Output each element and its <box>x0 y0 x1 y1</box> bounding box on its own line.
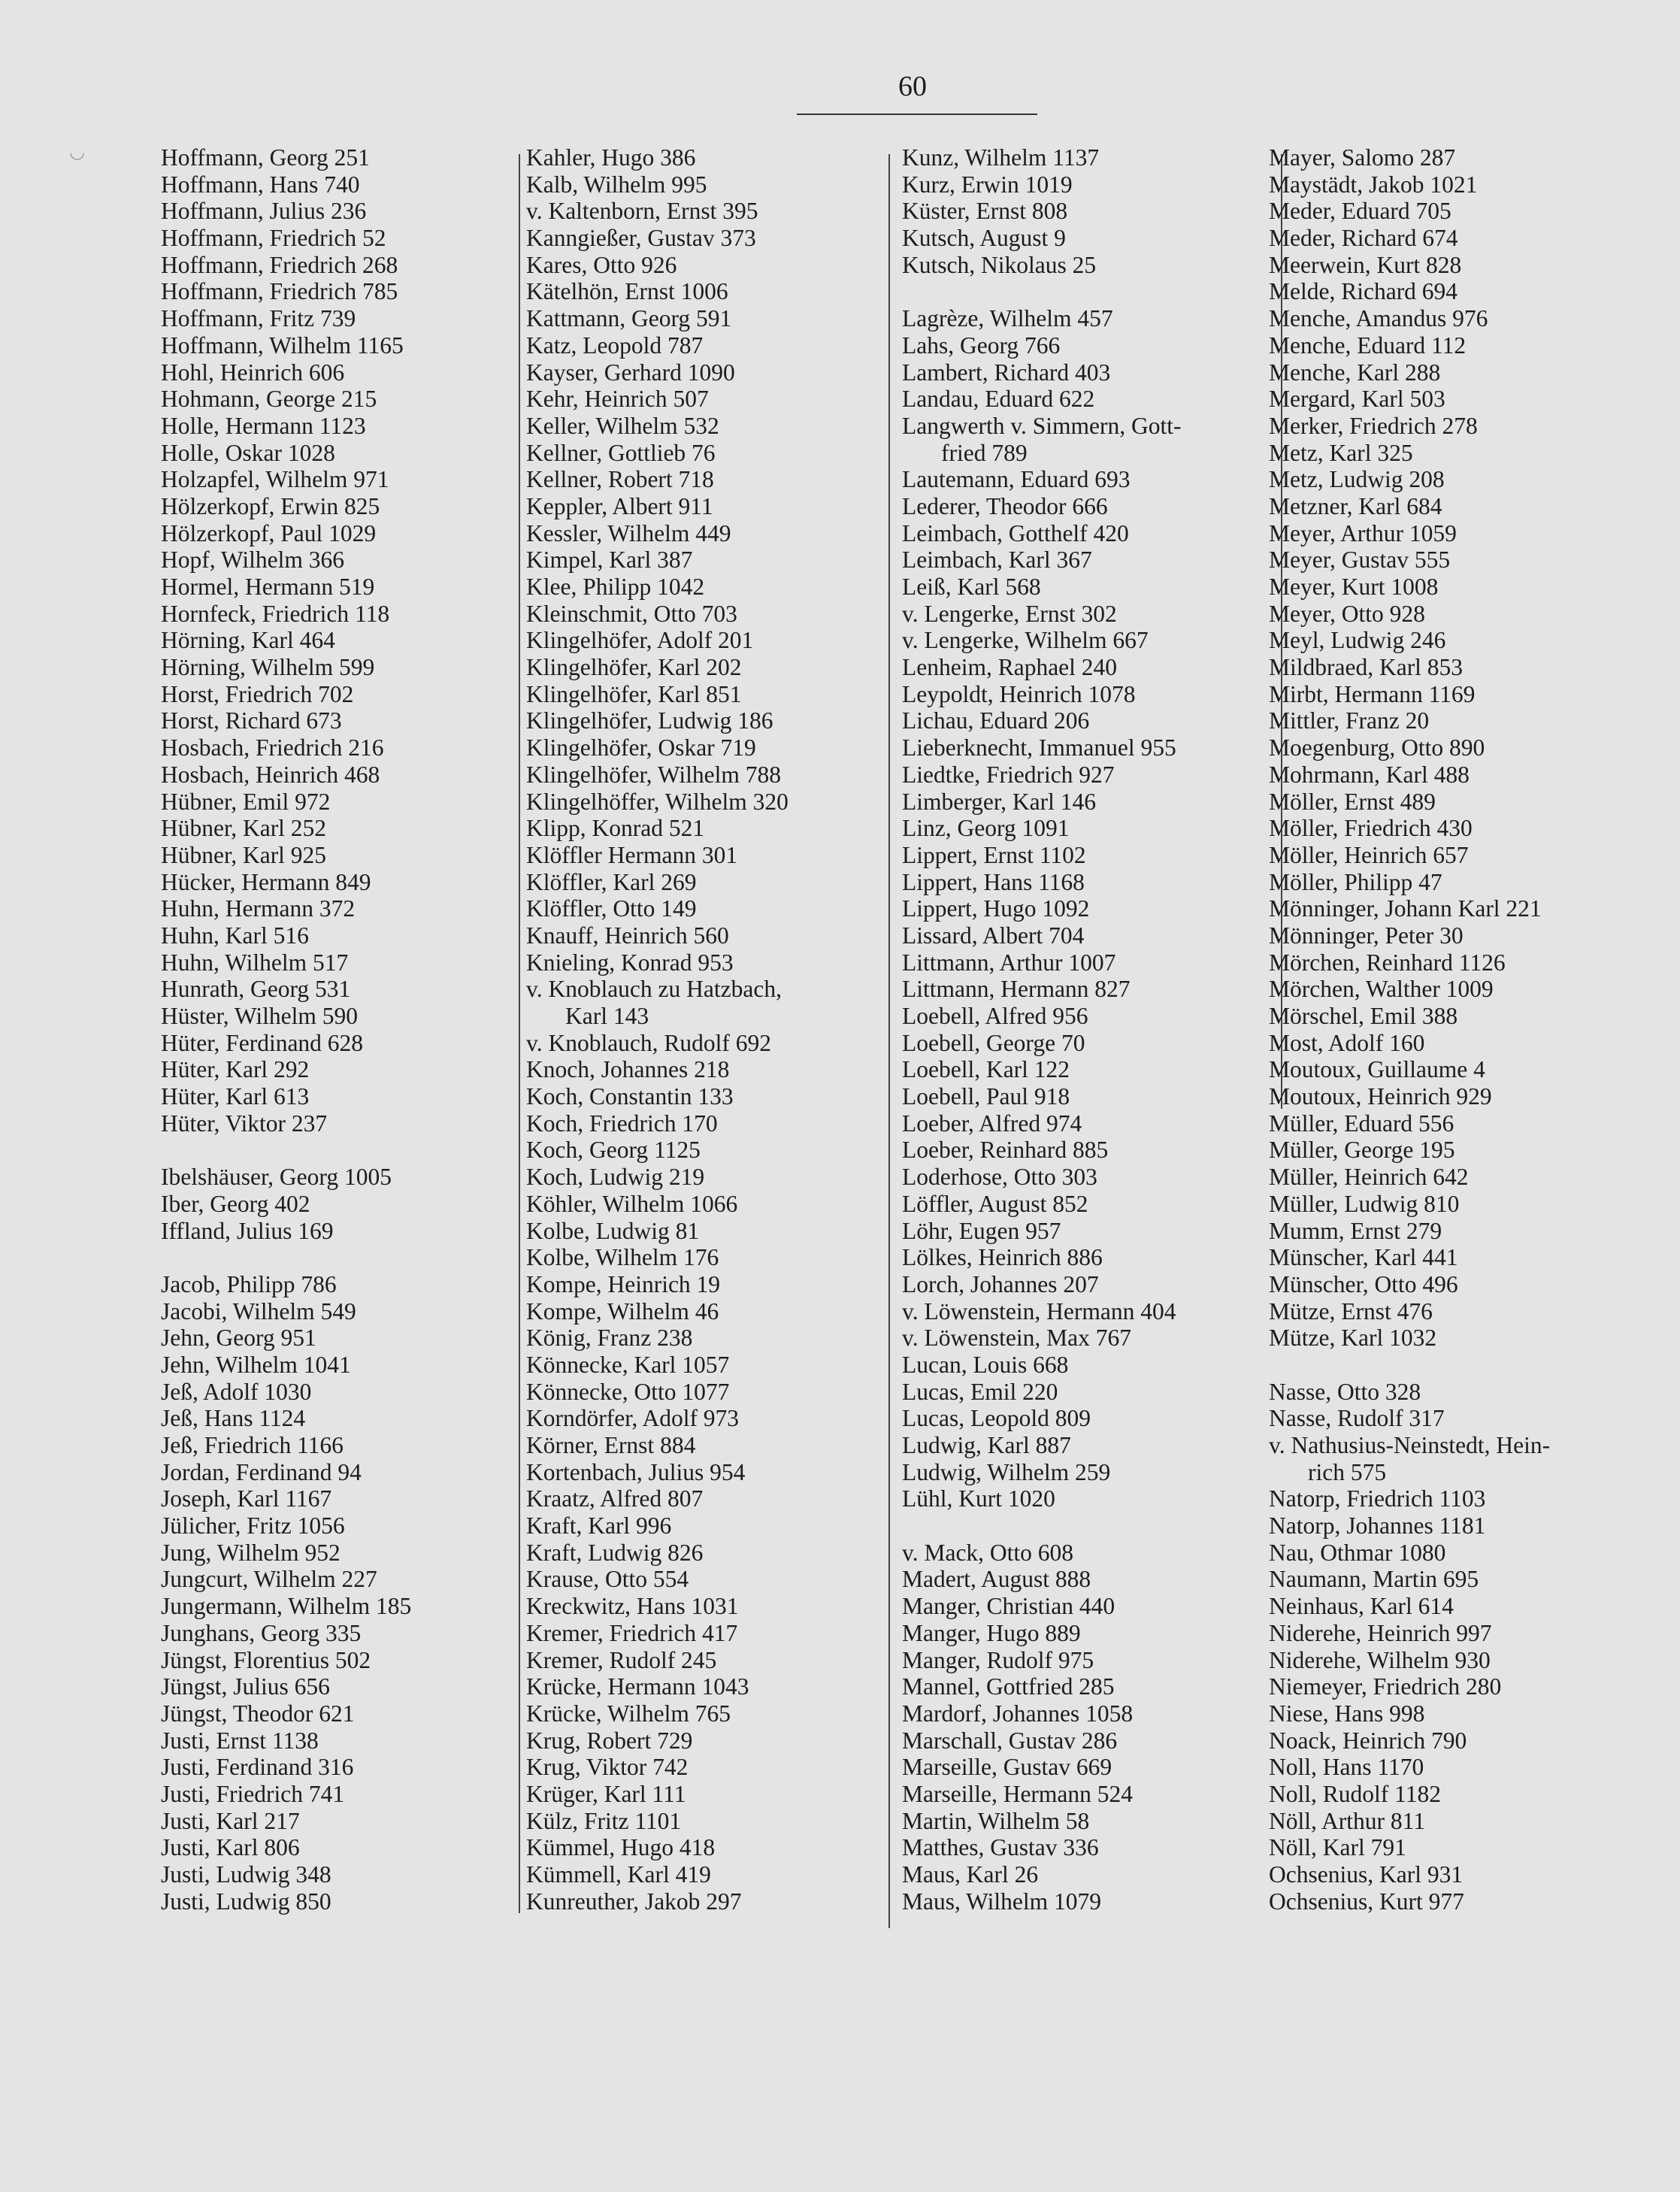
directory-entry: Moutoux, Guillaume 4 <box>1269 1056 1485 1083</box>
directory-entry: Maus, Karl 26 <box>902 1861 1039 1888</box>
directory-entry: Lucas, Emil 220 <box>902 1378 1058 1405</box>
directory-entry: Leypoldt, Heinrich 1078 <box>902 680 1136 707</box>
directory-entry: Kimpel, Karl 387 <box>526 546 693 574</box>
directory-entry: Kleinschmit, Otto 703 <box>526 600 737 627</box>
directory-entry: Müller, Eduard 556 <box>1269 1110 1454 1137</box>
directory-entry: Hörning, Karl 464 <box>161 627 335 654</box>
directory-entry: Müller, Ludwig 810 <box>1269 1190 1460 1217</box>
directory-entry: Hoffmann, Friedrich 785 <box>161 278 398 305</box>
directory-entry: Jeß, Friedrich 1166 <box>161 1432 344 1458</box>
directory-entry: Hüster, Wilhelm 590 <box>161 1003 358 1029</box>
directory-entry: Kellner, Robert 718 <box>526 466 714 493</box>
directory-entry: Klingelhöfer, Karl 851 <box>526 680 742 707</box>
directory-entry: Keppler, Albert 911 <box>526 492 713 519</box>
directory-entry: v. Löwenstein, Hermann 404 <box>902 1297 1176 1325</box>
directory-entry: Koch, Ludwig 219 <box>526 1164 705 1191</box>
directory-entry: Mittler, Franz 20 <box>1269 707 1430 734</box>
directory-entry: Hübner, Emil 972 <box>161 788 331 815</box>
directory-entry: Krug, Robert 729 <box>526 1727 693 1754</box>
directory-entry: Hoffmann, Georg 251 <box>161 144 370 171</box>
section-gap <box>902 278 1263 305</box>
directory-entry: Lagrèze, Wilhelm 457 <box>902 305 1113 332</box>
directory-entry: Kümmel, Hugo 418 <box>526 1834 716 1861</box>
directory-entry: Meyer, Otto 928 <box>1269 600 1425 627</box>
directory-entry: Hübner, Karl 925 <box>161 841 327 868</box>
page-number: 60 <box>898 71 927 102</box>
directory-entry: rich 575 <box>1308 1458 1387 1485</box>
directory-entry: Klöffler Hermann 301 <box>526 841 738 868</box>
directory-entry: Natorp, Johannes 1181 <box>1269 1512 1486 1540</box>
directory-entry: Leimbach, Karl 367 <box>902 546 1092 574</box>
directory-entry: Hunrath, Georg 531 <box>161 976 351 1003</box>
directory-entry: Hoffmann, Friedrich 52 <box>161 225 386 252</box>
directory-entry: Nöll, Karl 791 <box>1269 1834 1406 1861</box>
directory-entry: Merker, Friedrich 278 <box>1269 412 1478 439</box>
directory-entry: Klingelhöfer, Wilhelm 788 <box>526 761 781 788</box>
directory-entry: Könnecke, Karl 1057 <box>526 1351 730 1378</box>
directory-entry: Mönninger, Johann Karl 221 <box>1269 895 1542 922</box>
directory-entry: Jehn, Georg 951 <box>161 1325 316 1352</box>
directory-entry: Klöffler, Otto 149 <box>526 895 697 922</box>
directory-entry: Ludwig, Karl 887 <box>902 1432 1071 1458</box>
directory-entry: Klingelhöffer, Wilhelm 320 <box>526 788 789 815</box>
directory-entry: Justi, Karl 217 <box>161 1807 300 1834</box>
directory-entry: Münscher, Karl 441 <box>1269 1244 1458 1271</box>
directory-entry: Kümmell, Karl 419 <box>526 1861 711 1888</box>
directory-entry: Koch, Friedrich 170 <box>526 1110 718 1137</box>
directory-entry: v. Löwenstein, Max 767 <box>902 1325 1132 1352</box>
section-gap <box>1269 1352 1645 1379</box>
directory-entry: Lölkes, Heinrich 886 <box>902 1244 1103 1271</box>
directory-entry: Neinhaus, Karl 614 <box>1269 1593 1454 1620</box>
directory-entry: Kunreuther, Jakob 297 <box>526 1888 742 1915</box>
directory-entry: v. Nathusius-Neinstedt, Hein- <box>1269 1432 1551 1458</box>
directory-entry: Kayser, Gerhard 1090 <box>526 359 735 386</box>
directory-entry: Lambert, Richard 403 <box>902 359 1111 386</box>
directory-entry: Löffler, August 852 <box>902 1190 1088 1217</box>
directory-entry: Mohrmann, Karl 488 <box>1269 761 1470 788</box>
directory-entry: Krug, Viktor 742 <box>526 1754 689 1781</box>
directory-entry: Madert, August 888 <box>902 1566 1091 1593</box>
directory-entry: Kurz, Erwin 1019 <box>902 171 1073 198</box>
directory-entry: Klingelhöfer, Karl 202 <box>526 654 742 681</box>
directory-entry: Loderhose, Otto 303 <box>902 1164 1097 1191</box>
directory-entry: Martin, Wilhelm 58 <box>902 1807 1090 1834</box>
directory-entry: Klingelhöfer, Ludwig 186 <box>526 707 773 734</box>
directory-entry: Münscher, Otto 496 <box>1269 1270 1458 1297</box>
directory-entry: Nasse, Rudolf 317 <box>1269 1405 1445 1432</box>
directory-entry: Holle, Hermann 1123 <box>161 412 366 439</box>
directory-entry: Loeber, Reinhard 885 <box>902 1137 1109 1164</box>
directory-entry: Mörchen, Walther 1009 <box>1269 976 1494 1003</box>
directory-entry: Manger, Hugo 889 <box>902 1619 1081 1646</box>
directory-entry: Meyer, Gustav 555 <box>1269 546 1451 574</box>
directory-entry: Langwerth v. Simmern, Gott- <box>902 412 1182 439</box>
directory-entry: Marschall, Gustav 286 <box>902 1727 1118 1754</box>
directory-entry: Mumm, Ernst 279 <box>1269 1217 1442 1244</box>
directory-entry: Hormel, Hermann 519 <box>161 574 375 600</box>
directory-entry: Möller, Ernst 489 <box>1269 788 1436 815</box>
directory-entry: Lucan, Louis 668 <box>902 1351 1069 1378</box>
section-gap <box>161 1244 507 1271</box>
directory-entry: Iffland, Julius 169 <box>161 1217 334 1244</box>
directory-entry: Hübner, Karl 252 <box>161 815 327 842</box>
directory-entry: Hörning, Wilhelm 599 <box>161 654 375 681</box>
directory-entry: Noack, Heinrich 790 <box>1269 1727 1467 1754</box>
directory-entry: Mildbraed, Karl 853 <box>1269 654 1464 681</box>
directory-entry: Hölzerkopf, Erwin 825 <box>161 492 380 519</box>
directory-entry: Külz, Fritz 1101 <box>526 1807 682 1834</box>
directory-entry: Krause, Otto 554 <box>526 1566 689 1593</box>
directory-entry: Littmann, Arthur 1007 <box>902 949 1116 976</box>
directory-entry: Lahs, Georg 766 <box>902 332 1061 359</box>
margin-mark: ◡ <box>69 141 85 162</box>
directory-entry: Loeber, Alfred 974 <box>902 1110 1082 1137</box>
directory-entry: Köhler, Wilhelm 1066 <box>526 1190 738 1217</box>
directory-entry: Koch, Georg 1125 <box>526 1137 701 1164</box>
directory-entry: Jungcurt, Wilhelm 227 <box>161 1566 377 1593</box>
directory-entry: Naumann, Martin 695 <box>1269 1566 1479 1593</box>
directory-entry: Niemeyer, Friedrich 280 <box>1269 1673 1502 1700</box>
directory-entry: Hohmann, George 215 <box>161 386 377 413</box>
directory-entry: Liedtke, Friedrich 927 <box>902 761 1115 788</box>
directory-entry: Kolbe, Wilhelm 176 <box>526 1244 719 1271</box>
directory-entry: Marseille, Hermann 524 <box>902 1780 1134 1807</box>
directory-entry: Loebell, Karl 122 <box>902 1056 1070 1083</box>
directory-entry: Meder, Eduard 705 <box>1269 198 1451 225</box>
directory-entry: Lucas, Leopold 809 <box>902 1405 1091 1432</box>
directory-entry: Lippert, Ernst 1102 <box>902 841 1086 868</box>
directory-entry: Lautemann, Eduard 693 <box>902 466 1131 493</box>
column-4 <box>1269 144 1645 1915</box>
directory-entry: Iber, Georg 402 <box>161 1190 310 1217</box>
directory-entry: Justi, Ludwig 348 <box>161 1861 331 1888</box>
directory-entry: Justi, Karl 806 <box>161 1834 300 1861</box>
directory-entry: Klöffler, Karl 269 <box>526 868 697 895</box>
directory-entry: Kellner, Gottlieb 76 <box>526 439 716 466</box>
directory-entry: Kalb, Wilhelm 995 <box>526 171 707 198</box>
section-gap <box>902 1512 1263 1540</box>
directory-entry: Ochsenius, Karl 931 <box>1269 1861 1464 1888</box>
directory-entry: Jüngst, Theodor 621 <box>161 1700 355 1727</box>
directory-entry: Hornfeck, Friedrich 118 <box>161 600 390 627</box>
directory-entry: Müller, George 195 <box>1269 1137 1455 1164</box>
directory-entry: Noll, Hans 1170 <box>1269 1754 1424 1781</box>
directory-entry: Justi, Ludwig 850 <box>161 1888 331 1915</box>
directory-entry: Kessler, Wilhelm 449 <box>526 519 731 546</box>
directory-entry: Kreckwitz, Hans 1031 <box>526 1593 739 1620</box>
directory-entry: Natorp, Friedrich 1103 <box>1269 1485 1486 1512</box>
directory-entry: Klingelhöfer, Adolf 201 <box>526 627 754 654</box>
directory-entry: Korndörfer, Adolf 973 <box>526 1405 740 1432</box>
directory-entry: Koch, Constantin 133 <box>526 1083 734 1110</box>
directory-entry: Kehr, Heinrich 507 <box>526 386 709 413</box>
directory-entry: Meyer, Arthur 1059 <box>1269 519 1457 546</box>
directory-entry: Könnecke, Otto 1077 <box>526 1378 730 1405</box>
directory-entry: Kraft, Ludwig 826 <box>526 1539 704 1566</box>
directory-entry: Kraft, Karl 996 <box>526 1512 672 1540</box>
directory-entry: Kolbe, Ludwig 81 <box>526 1217 700 1244</box>
directory-entry: Nöll, Arthur 811 <box>1269 1807 1425 1834</box>
directory-entry: Jülicher, Fritz 1056 <box>161 1512 345 1540</box>
directory-entry: Meyl, Ludwig 246 <box>1269 627 1446 654</box>
directory-entry: Jeß, Adolf 1030 <box>161 1378 312 1405</box>
directory-entry: Löhr, Eugen 957 <box>902 1217 1061 1244</box>
directory-entry: Hüter, Karl 292 <box>161 1056 310 1083</box>
directory-entry: Kremer, Friedrich 417 <box>526 1619 738 1646</box>
directory-entry: Hoffmann, Julius 236 <box>161 198 367 225</box>
directory-entry: Mirbt, Hermann 1169 <box>1269 680 1476 707</box>
directory-entry: Kätelhön, Ernst 1006 <box>526 278 728 305</box>
directory-entry: Jehn, Wilhelm 1041 <box>161 1351 351 1378</box>
directory-entry: Lissard, Albert 704 <box>902 922 1085 949</box>
directory-entry: Loebell, Alfred 956 <box>902 1003 1088 1029</box>
directory-entry: Jacobi, Wilhelm 549 <box>161 1297 356 1325</box>
section-gap <box>161 1137 507 1164</box>
directory-entry: Karl 143 <box>565 1003 649 1029</box>
directory-entry: Lieberknecht, Immanuel 955 <box>902 734 1176 761</box>
directory-entry: v. Lengerke, Wilhelm 667 <box>902 627 1149 654</box>
directory-entry: v. Kaltenborn, Ernst 395 <box>526 198 758 225</box>
directory-entry: Jungermann, Wilhelm 185 <box>161 1593 412 1620</box>
directory-entry: Kompe, Heinrich 19 <box>526 1270 721 1297</box>
directory-entry: Mannel, Gottfried 285 <box>902 1673 1115 1700</box>
directory-entry: Lenheim, Raphael 240 <box>902 654 1118 681</box>
directory-entry: Huhn, Wilhelm 517 <box>161 949 349 976</box>
directory-entry: Knieling, Konrad 953 <box>526 949 734 976</box>
column-separator-2 <box>888 154 890 1928</box>
directory-entry: Manger, Christian 440 <box>902 1593 1115 1620</box>
directory-entry: Niderehe, Wilhelm 930 <box>1269 1646 1491 1673</box>
directory-entry: Hüter, Viktor 237 <box>161 1110 328 1137</box>
column-1 <box>161 144 507 1915</box>
directory-entry: Mardorf, Johannes 1058 <box>902 1700 1134 1727</box>
directory-entry: König, Franz 238 <box>526 1325 693 1352</box>
directory-entry: Justi, Ernst 1138 <box>161 1727 319 1754</box>
directory-entry: Mörchen, Reinhard 1126 <box>1269 949 1506 976</box>
directory-entry: Lippert, Hans 1168 <box>902 868 1085 895</box>
directory-entry: Mönninger, Peter 30 <box>1269 922 1464 949</box>
directory-entry: Mörschel, Emil 388 <box>1269 1003 1458 1029</box>
directory-entry: Krücke, Hermann 1043 <box>526 1673 749 1700</box>
directory-entry: Kares, Otto 926 <box>526 251 677 278</box>
directory-entry: Körner, Ernst 884 <box>526 1432 696 1458</box>
directory-entry: Menche, Amandus 976 <box>1269 305 1488 332</box>
directory-entry: Möller, Friedrich 430 <box>1269 815 1473 842</box>
column-3 <box>902 144 1263 1915</box>
directory-entry: Mütze, Ernst 476 <box>1269 1297 1433 1325</box>
directory-entry: Meder, Richard 674 <box>1269 225 1458 252</box>
directory-entry: Krüger, Karl 111 <box>526 1780 686 1807</box>
directory-entry: Meerwein, Kurt 828 <box>1269 251 1462 278</box>
directory-entry: Loebell, George 70 <box>902 1029 1085 1056</box>
directory-entry: v. Knoblauch, Rudolf 692 <box>526 1029 772 1056</box>
directory-entry: Ludwig, Wilhelm 259 <box>902 1458 1111 1485</box>
directory-entry: Küster, Ernst 808 <box>902 198 1068 225</box>
directory-entry: Moutoux, Heinrich 929 <box>1269 1083 1492 1110</box>
directory-entry: Matthes, Gustav 336 <box>902 1834 1099 1861</box>
directory-entry: Hoffmann, Friedrich 268 <box>161 251 398 278</box>
directory-entry: Hosbach, Friedrich 216 <box>161 734 384 761</box>
directory-entry: Joseph, Karl 1167 <box>161 1485 332 1512</box>
directory-entry: Holle, Oskar 1028 <box>161 439 335 466</box>
directory-entry: Metz, Karl 325 <box>1269 439 1413 466</box>
directory-entry: Metz, Ludwig 208 <box>1269 466 1445 493</box>
directory-entry: v. Knoblauch zu Hatzbach, <box>526 976 782 1003</box>
directory-entry: Lippert, Hugo 1092 <box>902 895 1090 922</box>
directory-entry: Limberger, Karl 146 <box>902 788 1096 815</box>
directory-entry: Huhn, Hermann 372 <box>161 895 356 922</box>
directory-entry: Niese, Hans 998 <box>1269 1700 1425 1727</box>
directory-entry: Lederer, Theodor 666 <box>902 492 1108 519</box>
directory-entry: Jung, Wilhelm 952 <box>161 1539 341 1566</box>
directory-entry: Loebell, Paul 918 <box>902 1083 1070 1110</box>
directory-entry: Horst, Richard 673 <box>161 707 342 734</box>
directory-entry: Jordan, Ferdinand 94 <box>161 1458 362 1485</box>
directory-entry: Linz, Georg 1091 <box>902 815 1070 842</box>
directory-entry: Junghans, Georg 335 <box>161 1619 362 1646</box>
directory-entry: Lühl, Kurt 1020 <box>902 1485 1055 1512</box>
directory-entry: Moegenburg, Otto 890 <box>1269 734 1485 761</box>
directory-entry: Maus, Wilhelm 1079 <box>902 1888 1102 1915</box>
directory-entry: Kattmann, Georg 591 <box>526 305 732 332</box>
directory-entry: Meyer, Kurt 1008 <box>1269 574 1439 600</box>
directory-entry: v. Mack, Otto 608 <box>902 1539 1074 1566</box>
directory-entry: Hosbach, Heinrich 468 <box>161 761 380 788</box>
directory-entry: Hüter, Ferdinand 628 <box>161 1029 364 1056</box>
directory-entry: Kanngießer, Gustav 373 <box>526 225 756 252</box>
directory-entry: Mütze, Karl 1032 <box>1269 1325 1437 1352</box>
directory-entry: Möller, Philipp 47 <box>1269 868 1442 895</box>
directory-entry: Hoffmann, Hans 740 <box>161 171 360 198</box>
directory-entry: Ibelshäuser, Georg 1005 <box>161 1164 392 1191</box>
directory-entry: Horst, Friedrich 702 <box>161 680 354 707</box>
directory-entry: Krücke, Wilhelm 765 <box>526 1700 731 1727</box>
directory-entry: Kraatz, Alfred 807 <box>526 1485 704 1512</box>
directory-entry: Knauff, Heinrich 560 <box>526 922 729 949</box>
directory-entry: Katz, Leopold 787 <box>526 332 704 359</box>
directory-entry: Hopf, Wilhelm 366 <box>161 546 345 574</box>
directory-entry: Kahler, Hugo 386 <box>526 144 696 171</box>
directory-entry: Leiß, Karl 568 <box>902 574 1041 600</box>
directory-entry: Jüngst, Julius 656 <box>161 1673 330 1700</box>
directory-entry: Manger, Rudolf 975 <box>902 1646 1094 1673</box>
directory-entry: Jeß, Hans 1124 <box>161 1405 306 1432</box>
directory-entry: Justi, Friedrich 741 <box>161 1780 345 1807</box>
directory-entry: Melde, Richard 694 <box>1269 278 1458 305</box>
directory-entry: Jüngst, Florentius 502 <box>161 1646 371 1673</box>
directory-entry: Lorch, Johannes 207 <box>902 1270 1099 1297</box>
directory-entry: Niderehe, Heinrich 997 <box>1269 1619 1492 1646</box>
directory-entry: Ochsenius, Kurt 977 <box>1269 1888 1464 1915</box>
directory-entry: Jacob, Philipp 786 <box>161 1270 337 1297</box>
column-2 <box>526 144 887 1915</box>
directory-entry: Marseille, Gustav 669 <box>902 1754 1112 1781</box>
header-rule <box>797 114 1037 115</box>
directory-entry: Keller, Wilhelm 532 <box>526 412 719 439</box>
directory-entry: v. Lengerke, Ernst 302 <box>902 600 1117 627</box>
directory-entry: Menche, Eduard 112 <box>1269 332 1467 359</box>
directory-entry: fried 789 <box>941 439 1028 466</box>
directory-entry: Menche, Karl 288 <box>1269 359 1441 386</box>
directory-entry: Hüter, Karl 613 <box>161 1083 310 1110</box>
directory-entry: Justi, Ferdinand 316 <box>161 1754 354 1781</box>
directory-entry: Kompe, Wilhelm 46 <box>526 1297 719 1325</box>
directory-entry: Klipp, Konrad 521 <box>526 815 705 842</box>
directory-entry: Kutsch, Nikolaus 25 <box>902 251 1097 278</box>
directory-entry: Müller, Heinrich 642 <box>1269 1164 1469 1191</box>
directory-entry: Klingelhöfer, Oskar 719 <box>526 734 756 761</box>
directory-entry: Kutsch, August 9 <box>902 225 1066 252</box>
directory-entry: Huhn, Karl 516 <box>161 922 309 949</box>
directory-entry: Landau, Eduard 622 <box>902 386 1095 413</box>
directory-entry: Knoch, Johannes 218 <box>526 1056 730 1083</box>
directory-entry: Littmann, Hermann 827 <box>902 976 1131 1003</box>
directory-entry: Hohl, Heinrich 606 <box>161 359 345 386</box>
directory-entry: Leimbach, Gotthelf 420 <box>902 519 1129 546</box>
directory-entry: Nau, Othmar 1080 <box>1269 1539 1446 1566</box>
directory-entry: Mergard, Karl 503 <box>1269 386 1445 413</box>
directory-entry: Möller, Heinrich 657 <box>1269 841 1469 868</box>
directory-entry: Holzapfel, Wilhelm 971 <box>161 466 389 493</box>
directory-entry: Klee, Philipp 1042 <box>526 574 705 600</box>
directory-entry: Maystädt, Jakob 1021 <box>1269 171 1478 198</box>
directory-entry: Kremer, Rudolf 245 <box>526 1646 717 1673</box>
directory-entry: Metzner, Karl 684 <box>1269 492 1442 519</box>
directory-entry: Kortenbach, Julius 954 <box>526 1458 746 1485</box>
column-separator-1 <box>519 154 520 1913</box>
directory-entry: Nasse, Otto 328 <box>1269 1378 1421 1405</box>
directory-entry: Kunz, Wilhelm 1137 <box>902 144 1100 171</box>
directory-entry: Hücker, Hermann 849 <box>161 868 371 895</box>
directory-entry: Most, Adolf 160 <box>1269 1029 1425 1056</box>
directory-entry: Hölzerkopf, Paul 1029 <box>161 519 377 546</box>
directory-entry: Lichau, Eduard 206 <box>902 707 1090 734</box>
directory-entry: Mayer, Salomo 287 <box>1269 144 1456 171</box>
directory-entry: Noll, Rudolf 1182 <box>1269 1780 1441 1807</box>
directory-entry: Hoffmann, Fritz 739 <box>161 305 356 332</box>
directory-entry: Hoffmann, Wilhelm 1165 <box>161 332 404 359</box>
